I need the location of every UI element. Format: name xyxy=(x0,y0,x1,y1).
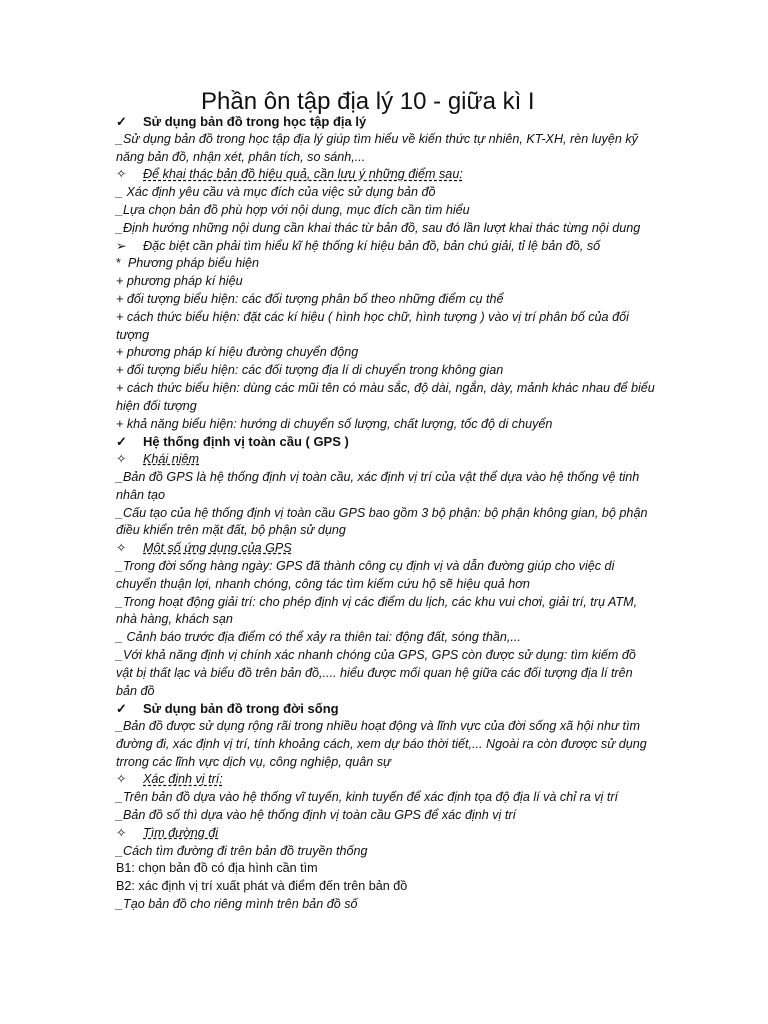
diamond-icon: ✧ xyxy=(116,452,127,467)
paragraph: + khả năng biểu hiện: hướng di chuyển số lượng, chất lượng, tốc độ di chuyển xyxy=(116,416,553,431)
paragraph: _ Cảnh báo trước địa điểm có thể xảy ra thiên tai: động đất, sóng thần,... xyxy=(116,630,521,645)
paragraph: _Tạo bản đồ cho riêng mình trên bản đồ số xyxy=(116,897,358,912)
section-heading: ✓ Sử dụng bản đồ trong học tập địa lý xyxy=(116,114,367,129)
subsection-heading: ✧ Xác định vị trí: xyxy=(116,771,656,789)
section-heading: ✓ Hệ thống định vị toàn cầu ( GPS ) xyxy=(116,434,349,450)
document-body xyxy=(116,113,656,914)
subsection-heading: ✧ Tìm đường đi xyxy=(116,825,656,843)
paragraph: + cách thức biểu hiện: dùng các mũi tên có màu sắc, độ dài, ngắn, dày, mảnh khác nhau để biểu hiện đối tượng xyxy=(116,380,655,413)
subsection-heading: ✧ Một số ứng dụng của GPS xyxy=(116,540,656,558)
paragraph: _Bản đồ số thì dựa vào hệ thống định vị toàn cầu GPS để xác định vị trí xyxy=(116,808,517,823)
diamond-icon: ✧ xyxy=(116,167,127,182)
arrow-icon: ➢ xyxy=(116,238,127,253)
paragraph: _Trên bản đồ dựa vào hệ thống vĩ tuyến, kinh tuyến để xác định tọa độ địa lí và chỉ ra vị trí xyxy=(116,790,619,805)
paragraph: _Với khả năng định vị chính xác nhanh chóng của GPS, GPS còn được sử dụng: tìm kiếm đồ vật bị thất lạc và biểu đồ trên bản đồ,.... hiểu được mối quan hệ giữa các đối tượng địa lí trên bản đồ xyxy=(116,647,636,698)
diamond-icon: ✧ xyxy=(116,825,127,840)
paragraph: B1: chọn bản đồ có địa hình cần tìm xyxy=(116,861,318,876)
paragraph: + phương pháp kí hiệu xyxy=(116,274,243,289)
star-icon: * xyxy=(116,256,121,271)
paragraph: + đối tượng biểu hiện: các đối tượng địa lí di chuyển trong không gian xyxy=(116,363,504,378)
paragraph: _Sử dụng bản đồ trong học tập địa lý giúp tìm hiểu về kiến thức tự nhiên, KT-XH, rèn luyện kỹ năng bản đồ, nhận xét, phân tích, so sánh,... xyxy=(116,131,638,164)
diamond-icon: ✧ xyxy=(116,541,127,556)
arrow-bullet-item: ➢ Đặc biệt cần phải tìm hiểu kĩ hệ thống kí hiệu bản đồ, bản chú giải, tỉ lệ bản đồ, số xyxy=(116,238,656,256)
paragraph: _Cách tìm đường đi trên bản đồ truyền thống xyxy=(116,843,368,858)
paragraph: _Bản đồ được sử dụng rộng rãi trong nhiều hoạt động và lĩnh vực của đời sống xã hội như tìm đường đi, xác định vị trí, tính khoảng cách, xem dự báo thời tiết,... Ngoài ra còn đươợc sử dụng trrong các lĩnh vực dịch vụ, công nghiệp, quân sự xyxy=(116,719,647,769)
paragraph: _Cấu tạo của hệ thống định vị toàn cầu GPS bao gồm 3 bộ phận: bộ phận không gian, bộ phận điều khiển trên mặt đất, bộ phận sử dụng xyxy=(116,505,648,538)
paragraph: B2: xác định vị trí xuất phát và điểm đến trên bản đồ xyxy=(116,879,408,894)
subsection-heading: ✧ Để khai thác bản đồ hiệu quả, cần lưu ý những điểm sau: xyxy=(116,166,656,184)
paragraph: _Trong hoạt động giải trí: cho phép định vị các điểm du lịch, các khu vui chơi, giải trí, trụ ATM, nhà hàng, khách sạn xyxy=(116,594,638,627)
document-title: Phần ôn tập địa lý 10 - giữa kì I xyxy=(201,88,535,115)
paragraph: _Định hướng những nội dung cần khai thác từ bản đồ, sau đó lần lượt khai thác từng nội dung xyxy=(116,220,641,235)
star-item: * Phương pháp biểu hiện xyxy=(116,256,260,271)
paragraph: _ Xác định yêu cầu và mục đích của việc sử dụng bản đồ xyxy=(116,185,436,200)
paragraph: _Bản đồ GPS là hệ thống định vị toàn cầu, xác định vị trí của vật thể dựa vào hệ thống vệ tinh nhân tạo xyxy=(116,469,640,502)
paragraph: + cách thức biểu hiện: đặt các kí hiệu ( hình học chữ, hình tượng ) vào vị trí phân bố của đối tượng xyxy=(116,309,629,342)
paragraph: _Trong đời sống hàng ngày: GPS đã thành công cụ định vị và dẫn đường giúp cho việc di chuyển thuận lợi, nhanh chóng, công tác tìm kiếm cứu hộ sẽ hiệu quả hơn xyxy=(116,558,615,591)
checkmark-icon: ✓ xyxy=(116,434,127,450)
paragraph: _Lựa chọn bản đồ phù hợp với nội dung, mục đích cần tìm hiểu xyxy=(116,202,470,217)
section-heading: ✓ Sử dụng bản đồ trong đời sống xyxy=(116,701,339,717)
checkmark-icon: ✓ xyxy=(116,114,127,129)
paragraph: + phương pháp kí hiệu đường chuyển động xyxy=(116,345,359,360)
checkmark-icon: ✓ xyxy=(116,701,127,717)
diamond-icon: ✧ xyxy=(116,772,127,787)
paragraph: + đối tượng biểu hiện: các đối tượng phân bố theo những điểm cụ thể xyxy=(116,291,504,306)
subsection-heading: ✧ Khái niệm xyxy=(116,451,656,469)
